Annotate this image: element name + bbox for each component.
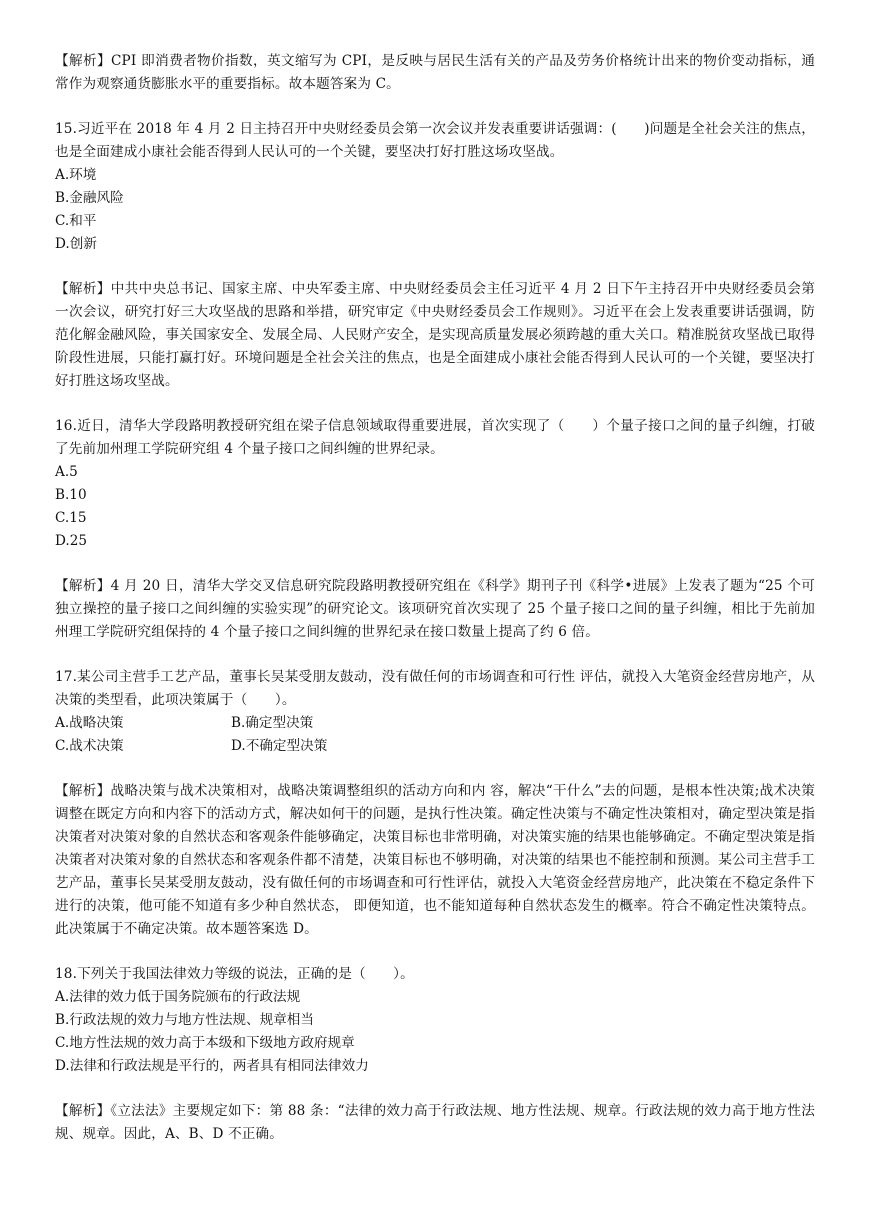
- question-17-options-row-1: [55, 712, 815, 735]
- question-17: [55, 666, 815, 758]
- question-16: [55, 415, 815, 553]
- question-18-stem: 18.下列关于我国法律效力等级的说法，正确的是（ ）。: [55, 966, 414, 982]
- question-16-stem: 16.近日，清华大学段路明教授研究组在梁子信息领域取得重要进展，首次实现了（ ）个量子接口之间的量子纠缠，打破了先前加州理工学院研究组 4 个量子接口之间纠缠的世界纪录。: [55, 418, 815, 457]
- question-17-options-row-2: [55, 735, 815, 758]
- question-17-option-a: A.战略决策: [55, 715, 124, 731]
- document-page: [55, 50, 815, 1146]
- answer-analysis-15: 【解析】中共中央总书记、国家主席、中央军委主席、中央财经委员会主任习近平 4 月 2 日下午主持召开中央财经委员会第一次会议，研究打好三大攻坚战的思路和举措，研究审定《中央财经委员会工作规则》。习近平在会上发表重要讲话强调，防范化解金融风险，事关国家安全、发展全局、人民财产安全，是实现高质量发展必须跨越的重大关口。精准脱贫攻坚战已取得阶段性进展，只能打赢打好。环境问题是全社会关注的焦点，也是全面建成小康社会能否得到人民认可的一个关键，要坚决打好打胜这场攻坚战。: [55, 281, 815, 389]
- question-15-option-a: A.环境: [55, 167, 97, 183]
- question-16-option-a: A.5: [55, 464, 78, 480]
- question-18: [55, 963, 815, 1078]
- answer-analysis-18: 【解析】《立法法》主要规定如下：第 88 条：“法律的效力高于行政法规、地方性法规、规章。行政法规的效力高于地方性法规、规章。因此，A、B、D 不正确。: [55, 1103, 815, 1142]
- question-17-option-b: B.确定型决策: [231, 715, 314, 731]
- answer-analysis-14: 【解析】CPI 即消费者物价指数，英文缩写为 CPI，是反映与居民生活有关的产品及劳务价格统计出来的物价变动指标，通常作为观察通货膨胀水平的重要指标。故本题答案为 C。: [55, 53, 815, 92]
- question-16-option-c: C.15: [55, 510, 87, 526]
- question-15-option-b: B.金融风险: [55, 190, 124, 206]
- question-16-option-b: B.10: [55, 487, 87, 503]
- question-18-option-c: C.地方性法规的效力高于本级和下级地方政府规章: [55, 1035, 355, 1051]
- answer-analysis-16: 【解析】4 月 20 日，清华大学交叉信息研究院段路明教授研究组在《科学》期刊子刊《科学•进展》上发表了题为“25 个可独立操控的量子接口之间纠缠的实验实现”的研究论文。该项研究首次实现了 25 个量子接口之间的量子纠缠，相比于先前加州理工学院研究组保持的 4 个量子接口之间纠缠的世界纪录在接口数量上提高了约 6 倍。: [55, 578, 815, 640]
- question-15-stem: 15.习近平在 2018 年 4 月 2 日主持召开中央财经委员会第一次会议并发表重要讲话强调：( )问题是全社会关注的焦点，也是全面建成小康社会能否得到人民认可的一个关键，要坚决打好打胜这场攻坚战。: [55, 121, 815, 160]
- question-18-option-b: B.行政法规的效力与地方性法规、规章相当: [55, 1012, 314, 1028]
- question-17-stem: 17.某公司主营手工艺产品，董事长吴某受朋友鼓动，没有做任何的市场调查和可行性 评估，就投入大笔资金经营房地产，从决策的类型看，此项决策属于（ ）。: [55, 669, 815, 708]
- question-18-option-a: A.法律的效力低于国务院颁布的行政法规: [55, 989, 301, 1005]
- answer-analysis-17: 【解析】战略决策与战术决策相对，战略决策调整组织的活动方向和内 容，解决“干什么”去的问题，是根本性决策;战术决策调整在既定方向和内容下的活动方式，解决如何干的问题，是执行性决策。确定性决策与不确定性决策相对，确定型决策是指决策者对决策对象的自然状态和客观条件能够确定，决策目标也非常明确，对决策实施的结果也能够确定。不确定型决策是指决策者对决策对象的自然状态和客观条件都不清楚，决策目标也不够明确，对决策的结果也不能控制和预测。某公司主营手工艺产品，董事长吴某受朋友鼓动，没有做任何的市场调查和可行性评估，就投入大笔资金经营房地产，此决策在不稳定条件下进行的决策，他可能不知道有多少种自然状态， 即便知道，也不能知道每种自然状态发生的概率。符合不确定性决策特点。此决策属于不确定决策。故本题答案选 D。: [55, 783, 815, 937]
- question-17-option-d: D.不确定型决策: [231, 738, 328, 754]
- question-16-option-d: D.25: [55, 533, 88, 549]
- question-18-option-d: D.法律和行政法规是平行的，两者具有相同法律效力: [55, 1058, 369, 1074]
- question-15: [55, 118, 815, 256]
- question-17-option-c: C.战术决策: [55, 738, 124, 754]
- question-15-option-d: D.创新: [55, 236, 97, 252]
- question-15-option-c: C.和平: [55, 213, 97, 229]
